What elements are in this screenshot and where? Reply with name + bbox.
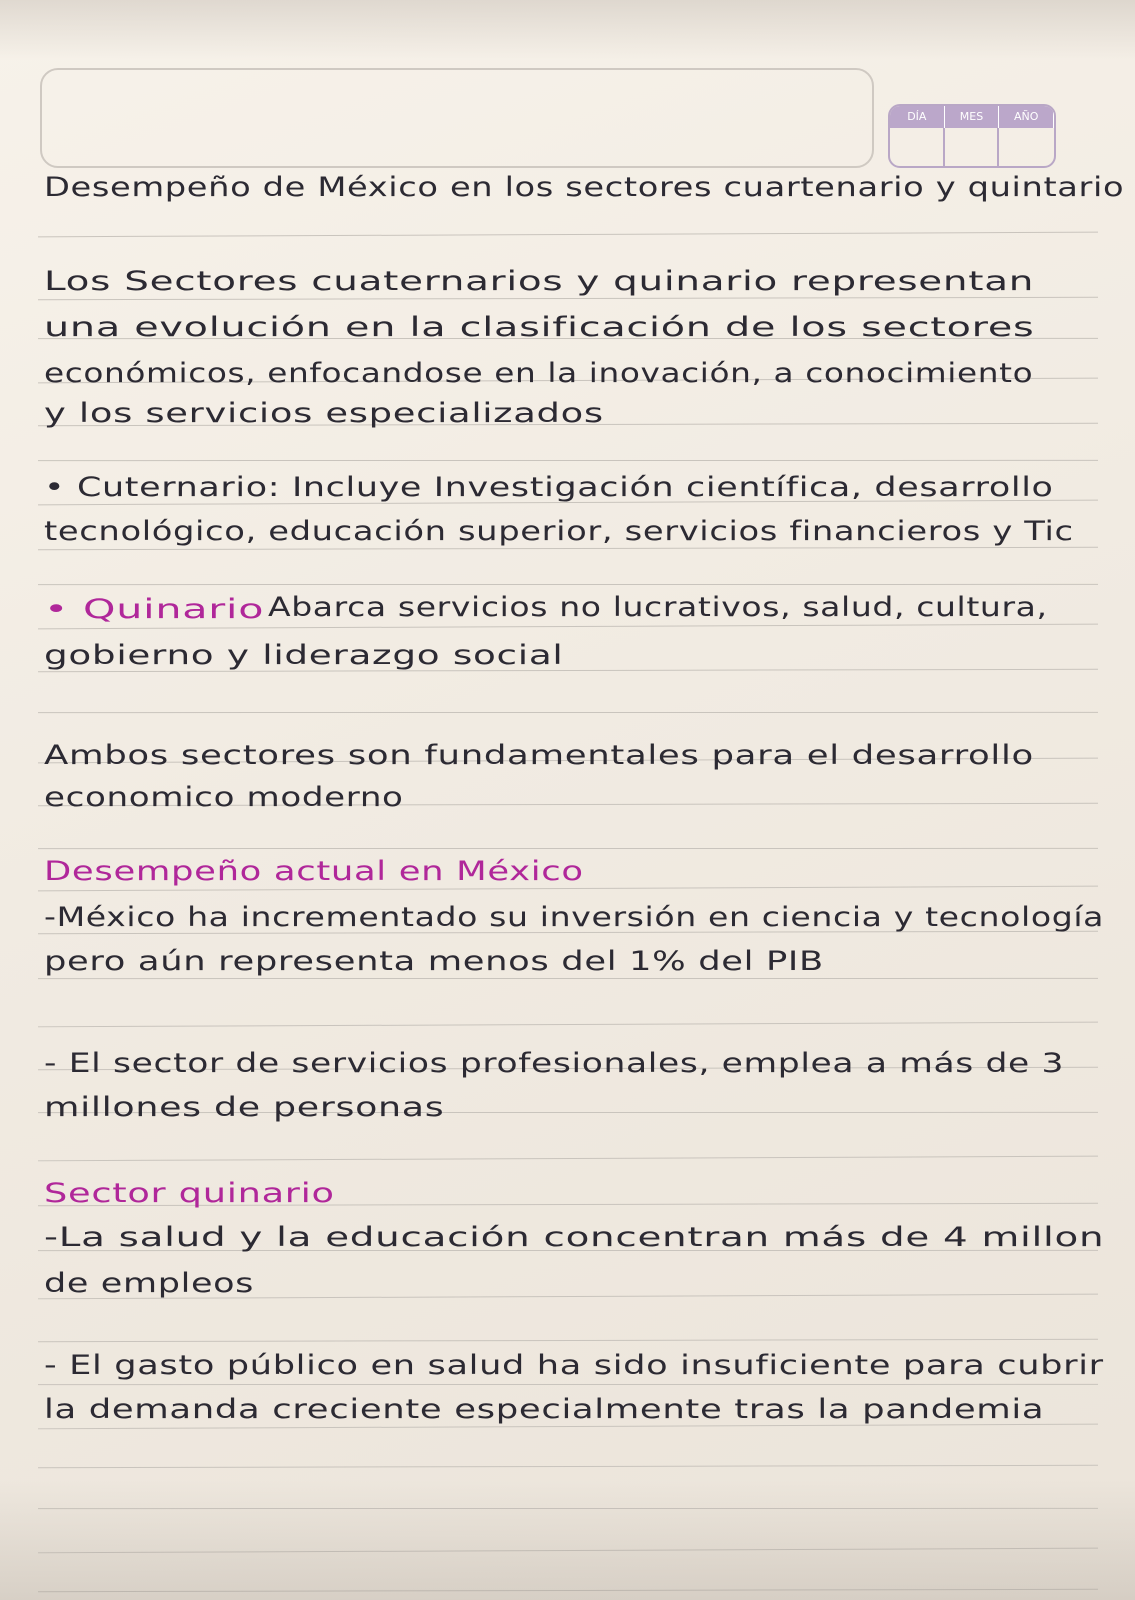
- note-line-8-label: • Quinario: [44, 594, 265, 625]
- page-shadow-bottom: [0, 1480, 1135, 1600]
- note-line-18: -La salud y la educación concentran más de 4 millon: [44, 1222, 1105, 1253]
- ruled-line: [38, 584, 1098, 585]
- note-title: Desempeño de México en los sectores cuartenario y quintario: [44, 172, 1125, 203]
- date-year-label: AÑO: [999, 106, 1054, 128]
- ruled-line: [38, 297, 1098, 300]
- date-month-cell: [945, 128, 1000, 166]
- title-box: [40, 68, 874, 168]
- ruled-line: [38, 712, 1098, 713]
- date-year-cell: [999, 128, 1054, 166]
- ruled-line: [38, 460, 1098, 461]
- note-line-15: - El sector de servicios profesionales, emplea a más de 3: [44, 1048, 1065, 1079]
- note-line-10: Ambos sectores son fundamentales para el desarrollo: [44, 740, 1034, 771]
- date-day-cell: [890, 128, 945, 166]
- note-line-11: economico moderno: [44, 782, 404, 813]
- note-line-7: tecnológico, educación superior, servicios financieros y Tic: [44, 516, 1074, 547]
- note-line-14: pero aún representa menos del 1% del PIB: [44, 946, 824, 977]
- note-line-4: económicos, enfocandose en la inovación, a conocimiento: [44, 358, 1034, 389]
- note-line-5: y los servicios especializados: [44, 398, 604, 429]
- ruled-line: [38, 547, 1098, 550]
- note-line-20: - El gasto público en salud ha sido insuficiente para cubrir: [44, 1350, 1104, 1381]
- ruled-line: [38, 1022, 1098, 1028]
- date-box: [888, 104, 1056, 168]
- note-line-21: la demanda creciente especialmente tras la pandemia: [44, 1394, 1045, 1425]
- ruled-line: [38, 978, 1098, 979]
- ruled-line: [38, 232, 1098, 238]
- ruled-line: [38, 1465, 1098, 1468]
- note-line-9: gobierno y liderazgo social: [44, 640, 564, 671]
- date-month-label: MES: [945, 106, 1000, 128]
- section-heading-quinario: Sector quinario: [44, 1178, 335, 1209]
- note-line-3: una evolución en la clasificación de los sectores: [44, 312, 1035, 343]
- ruled-line: [38, 1339, 1098, 1342]
- note-line-16: millones de personas: [44, 1092, 445, 1123]
- ruled-line: [38, 1384, 1098, 1385]
- note-line-19: de empleos: [44, 1268, 255, 1299]
- ruled-line: [38, 1156, 1098, 1162]
- page-shadow-top: [0, 0, 1135, 60]
- note-line-2: Los Sectores cuaternarios y quinario representan: [44, 266, 1035, 297]
- ruled-line: [38, 848, 1098, 849]
- date-day-label: DÍA: [890, 106, 945, 128]
- note-line-6: • Cuternario: Incluye Investigación científica, desarrollo: [44, 472, 1054, 503]
- section-heading-desempeno: Desempeño actual en México: [44, 856, 584, 887]
- note-line-13: -México ha incrementado su inversión en ciencia y tecnología: [44, 902, 1105, 933]
- note-line-8: Abarca servicios no lucrativos, salud, cultura,: [268, 592, 1048, 623]
